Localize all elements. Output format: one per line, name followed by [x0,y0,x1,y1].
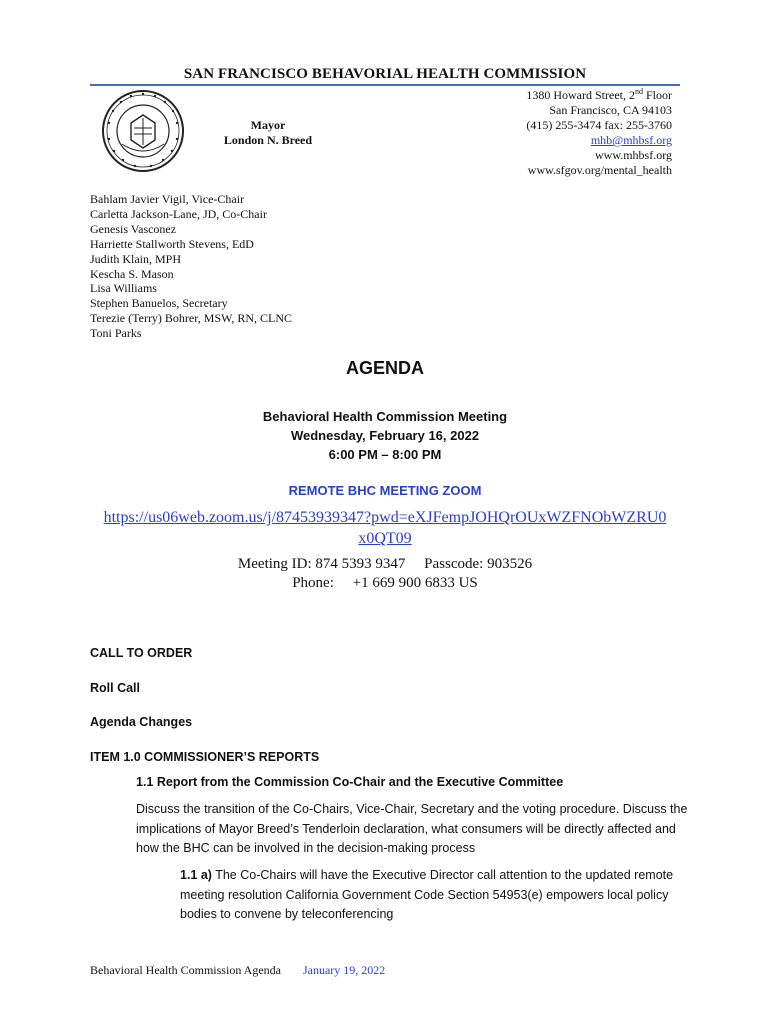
meeting-time: 6:00 PM – 8:00 PM [328,447,442,462]
member-item: Carletta Jackson-Lane, JD, Co-Chair [90,206,267,221]
zoom-link-line-2[interactable]: x0QT09 [358,530,412,547]
footer-date: January 19, 2022 [302,963,386,977]
agenda-title: AGENDA [345,358,424,378]
member-item: Harriette Stallworth Stevens, EdD [90,236,254,251]
header-divider [90,84,680,86]
member-item: Toni Parks [90,326,142,341]
phone-line: Phone: +1 669 900 6833 US [292,575,478,591]
call-to-order-heading: CALL TO ORDER [90,646,193,660]
agenda-changes-heading: Agenda Changes [90,715,193,729]
item-1-0-heading: ITEM 1.0 COMMISSIONER’S REPORTS [90,750,320,764]
member-item: Stephen Banuelos, Secretary [90,296,228,311]
email-link[interactable]: mhb@mhbsf.org [590,133,672,147]
meeting-name: Behavioral Health Commission Meeting [262,409,508,424]
website-1: www.mhbsf.org [595,148,672,162]
item-1-1a-text: The Co-Chairs will have the Executive Director call attention to the updated remote meeting resolution California Government Code Section 54953(e) empowers local policy bodies to convene by teleconferencing [180,868,674,921]
website-2: www.sfgov.org/mental_health [527,163,672,177]
mayor-name: London N. Breed [223,133,313,147]
member-item: Genesis Vasconez [90,221,177,236]
mayor-block [200,118,336,148]
meeting-id-line: Meeting ID: 874 5393 9347 Passcode: 903526 [237,556,533,572]
item-1-1a-paragraph [180,866,680,925]
item-1-1a-label: 1.1 a) [180,868,212,882]
address-line-2: San Francisco, CA 94103 [549,103,672,117]
item-1-1-heading: 1.1 Report from the Commission Co-Chair and the Executive Committee [136,775,564,789]
zoom-link-line-1[interactable]: https://us06web.zoom.us/j/87453939347?pwd=eXJFempJOHQrOUxWZFNObWZRU0 [103,509,667,526]
roll-call-heading: Roll Call [90,681,141,695]
footer-title: Behavioral Health Commission Agenda [90,963,281,977]
address-line-1: 1380 Howard Street, 2nd Floor [526,87,672,102]
member-item: Bahlam Javier Vigil, Vice-Chair [90,192,245,206]
member-item: Judith Klain, MPH [90,251,182,266]
item-1-1-text: Discuss the transition of the Co-Chairs, Vice-Chair, Secretary and the voting procedure. Discuss the implications of Mayor Breed’s Tenderloin declaration, what consumers will be directly affected and how the BHC can be involved in the decision-making process [136,802,688,855]
remote-meeting-label: REMOTE BHC MEETING ZOOM [288,483,482,498]
zoom-link[interactable] [0,507,770,549]
phone-fax: (415) 255-3474 fax: 255-3760 [526,118,672,132]
page-footer [90,963,385,978]
city-seal-icon [100,88,186,174]
contact-block [526,88,672,178]
member-item: Kescha S. Mason [90,266,174,281]
mayor-label: Mayor [250,118,286,132]
meeting-info [0,407,770,464]
meeting-credentials [0,555,770,593]
commission-title: SAN FRANCISCO BEHAVORIAL HEALTH COMMISSION [183,66,587,82]
member-item: Lisa Williams [90,281,157,296]
members-list [90,192,292,341]
member-item: Terezie (Terry) Bohrer, MSW, RN, CLNC [90,311,293,326]
meeting-date: Wednesday, February 16, 2022 [290,428,480,443]
